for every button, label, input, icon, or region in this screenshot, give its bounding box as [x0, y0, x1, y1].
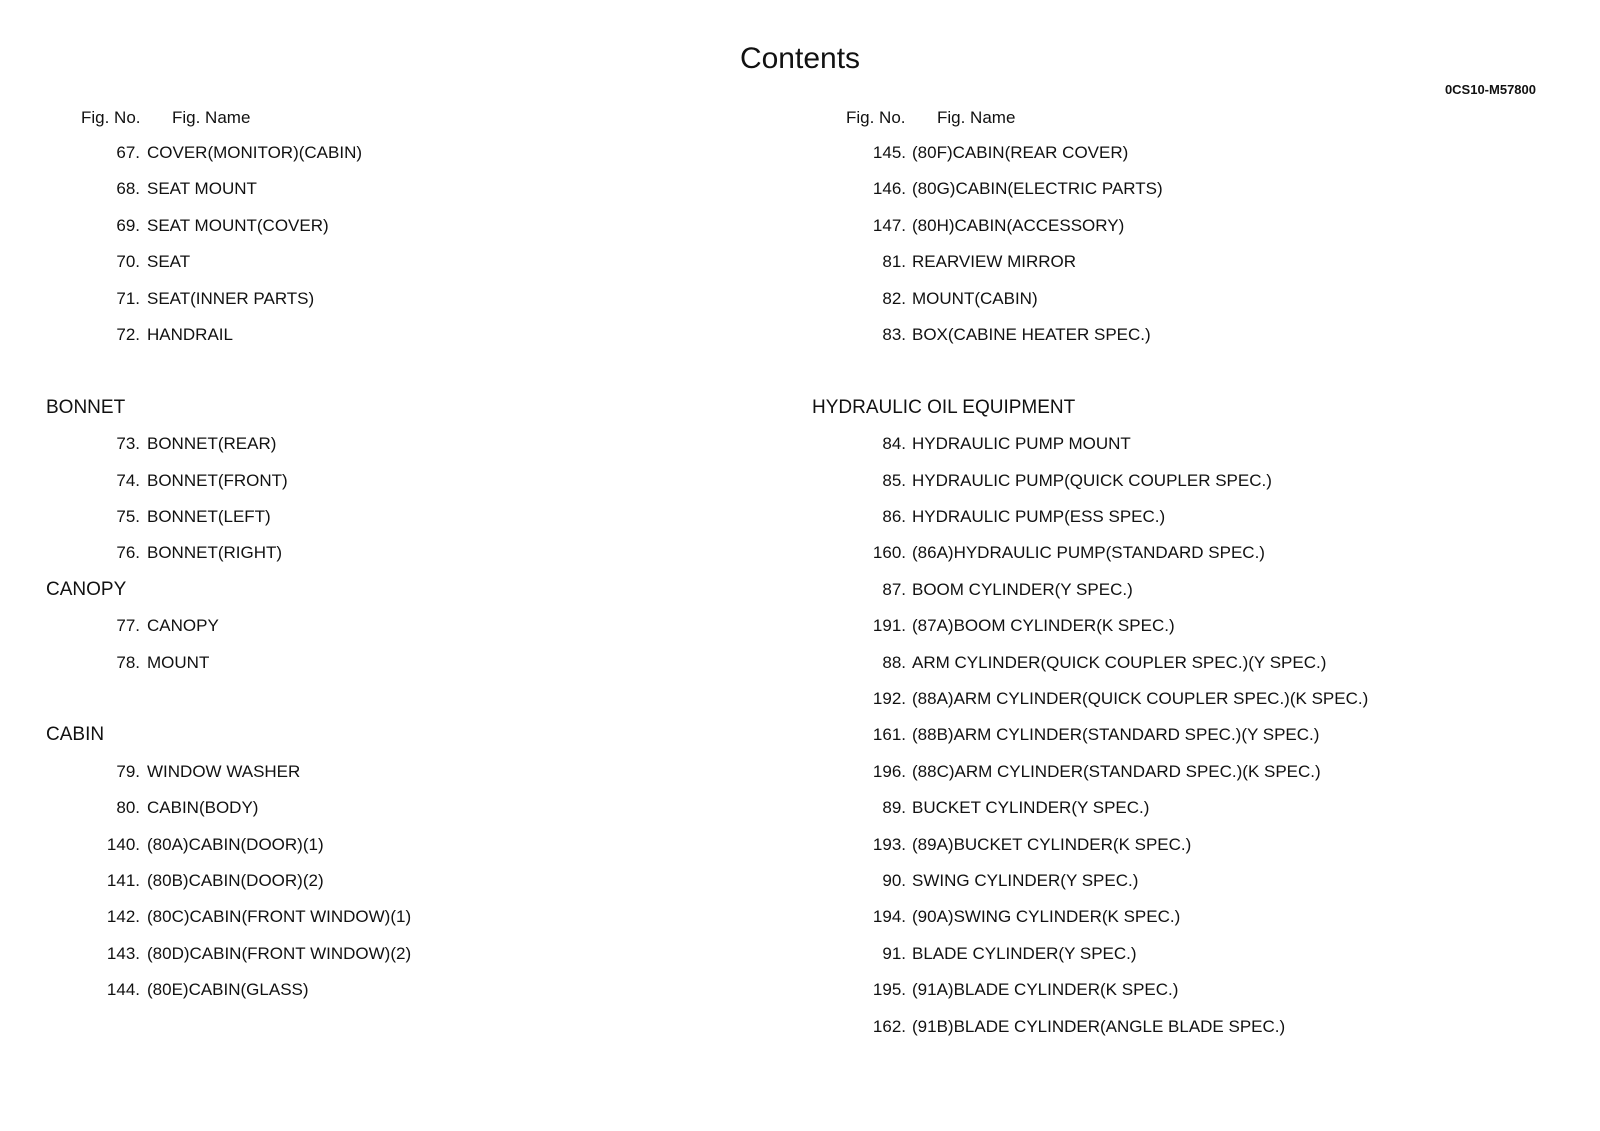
figure-number: 160.	[872, 543, 906, 563]
figure-name: BONNET(REAR)	[147, 434, 277, 454]
figure-number: 83.	[882, 325, 906, 344]
figure-name: (90A)SWING CYLINDER(K SPEC.)	[912, 907, 1181, 927]
figure-number: 90.	[882, 871, 906, 890]
figure-number: 67.	[116, 143, 140, 162]
figure-name: CABIN(BODY)	[147, 798, 259, 818]
figure-name: SEAT(INNER PARTS)	[147, 288, 315, 308]
figure-number: 192.	[872, 689, 906, 708]
figure-number: 193.	[872, 834, 906, 854]
figure-name: (89A)BUCKET CYLINDER(K SPEC.)	[912, 834, 1192, 854]
figure-number: 73.	[116, 434, 140, 454]
figure-number: 195.	[872, 980, 906, 1000]
figure-name: MOUNT(CABIN)	[912, 288, 1038, 308]
figure-number: 143.	[106, 943, 140, 963]
figure-name: BOOM CYLINDER(Y SPEC.)	[912, 579, 1133, 599]
fig-name-header: Fig. Name	[937, 108, 1016, 127]
figure-name: BUCKET CYLINDER(Y SPEC.)	[912, 798, 1150, 818]
figure-number: 74.	[116, 470, 140, 490]
figure-number: 191.	[872, 616, 906, 636]
figure-number: 77.	[116, 616, 140, 636]
figure-number: 85.	[882, 470, 906, 490]
figure-number: 79.	[116, 761, 140, 781]
figure-name: (80D)CABIN(FRONT WINDOW)(2)	[147, 943, 412, 963]
section-heading: CANOPY	[46, 578, 127, 600]
figure-name: (80G)CABIN(ELECTRIC PARTS)	[912, 179, 1163, 199]
figure-name: (91B)BLADE CYLINDER(ANGLE BLADE SPEC.)	[912, 1016, 1286, 1036]
fig-no-header: Fig. No.	[81, 108, 141, 127]
figure-name: HYDRAULIC PUMP(ESS SPEC.)	[912, 507, 1166, 526]
figure-number: 161.	[872, 725, 906, 745]
figure-name: (80A)CABIN(DOOR)(1)	[147, 834, 324, 854]
figure-name: BONNET(FRONT)	[147, 470, 288, 490]
figure-number: 82.	[882, 288, 906, 308]
figure-name: MOUNT	[147, 652, 210, 672]
figure-name: BOX(CABINE HEATER SPEC.)	[912, 325, 1151, 344]
figure-number: 89.	[882, 798, 906, 818]
figure-number: 75.	[116, 507, 140, 526]
section-heading: BONNET	[46, 396, 126, 418]
fig-no-header: Fig. No.	[846, 108, 906, 127]
figure-name: BONNET(RIGHT)	[147, 543, 283, 563]
figure-number: 72.	[116, 325, 140, 344]
figure-name: SEAT MOUNT	[147, 179, 257, 199]
figure-number: 81.	[882, 252, 906, 272]
figure-name: (88C)ARM CYLINDER(STANDARD SPEC.)(K SPEC.)	[912, 761, 1321, 781]
figure-number: 141.	[106, 871, 140, 890]
figure-name: HANDRAIL	[147, 325, 233, 344]
figure-name: CANOPY	[147, 616, 219, 636]
figure-name: (88A)ARM CYLINDER(QUICK COUPLER SPEC.)(K SPEC.)	[912, 689, 1369, 708]
figure-number: 71.	[116, 288, 140, 308]
figure-number: 78.	[116, 652, 140, 672]
section-heading: HYDRAULIC OIL EQUIPMENT	[812, 396, 1076, 418]
figure-name: (80B)CABIN(DOOR)(2)	[147, 871, 324, 890]
figure-number: 80.	[116, 798, 140, 818]
figure-number: 145.	[872, 143, 906, 162]
figure-number: 88.	[882, 652, 906, 672]
figure-name: (80H)CABIN(ACCESSORY)	[912, 215, 1125, 235]
figure-number: 86.	[882, 507, 906, 526]
figure-number: 91.	[882, 943, 906, 963]
document-number: 0CS10-M57800	[1444, 82, 1536, 97]
figure-name: ARM CYLINDER(QUICK COUPLER SPEC.)(Y SPEC.)	[912, 652, 1327, 672]
figure-number: 194.	[872, 907, 906, 927]
figure-number: 140.	[106, 834, 140, 854]
figure-number: 142.	[106, 907, 140, 927]
figure-name: BONNET(LEFT)	[147, 507, 271, 526]
figure-number: 147.	[872, 215, 906, 235]
figure-name: BLADE CYLINDER(Y SPEC.)	[912, 943, 1137, 963]
figure-name: (80C)CABIN(FRONT WINDOW)(1)	[147, 907, 412, 927]
figure-name: (80E)CABIN(GLASS)	[147, 980, 309, 1000]
figure-name: (88B)ARM CYLINDER(STANDARD SPEC.)(Y SPEC.)	[912, 725, 1320, 745]
figure-number: 76.	[116, 543, 140, 563]
figure-name: SEAT MOUNT(COVER)	[147, 215, 329, 235]
figure-number: 69.	[116, 215, 140, 235]
figure-number: 84.	[882, 434, 906, 454]
section-heading: CABIN	[46, 724, 105, 746]
figure-name: REARVIEW MIRROR	[912, 252, 1077, 272]
figure-name: (87A)BOOM CYLINDER(K SPEC.)	[912, 616, 1175, 636]
figure-number: 68.	[116, 179, 140, 199]
figure-number: 146.	[872, 179, 906, 199]
figure-number: 70.	[116, 252, 140, 272]
figure-name: HYDRAULIC PUMP MOUNT	[912, 434, 1131, 454]
figure-name: SEAT	[147, 252, 191, 272]
figure-name: (86A)HYDRAULIC PUMP(STANDARD SPEC.)	[912, 543, 1265, 563]
figure-name: WINDOW WASHER	[147, 761, 301, 781]
figure-name: COVER(MONITOR)(CABIN)	[147, 143, 363, 162]
figure-name: SWING CYLINDER(Y SPEC.)	[912, 871, 1139, 890]
figure-number: 162.	[872, 1016, 906, 1036]
figure-name: (80F)CABIN(REAR COVER)	[912, 143, 1129, 162]
fig-name-header: Fig. Name	[172, 108, 251, 127]
figure-name: (91A)BLADE CYLINDER(K SPEC.)	[912, 980, 1179, 1000]
figure-number: 144.	[106, 980, 140, 1000]
figure-number: 87.	[882, 579, 906, 599]
figure-number: 196.	[872, 761, 906, 781]
page-title: Contents	[739, 42, 861, 75]
figure-name: HYDRAULIC PUMP(QUICK COUPLER SPEC.)	[912, 470, 1272, 490]
